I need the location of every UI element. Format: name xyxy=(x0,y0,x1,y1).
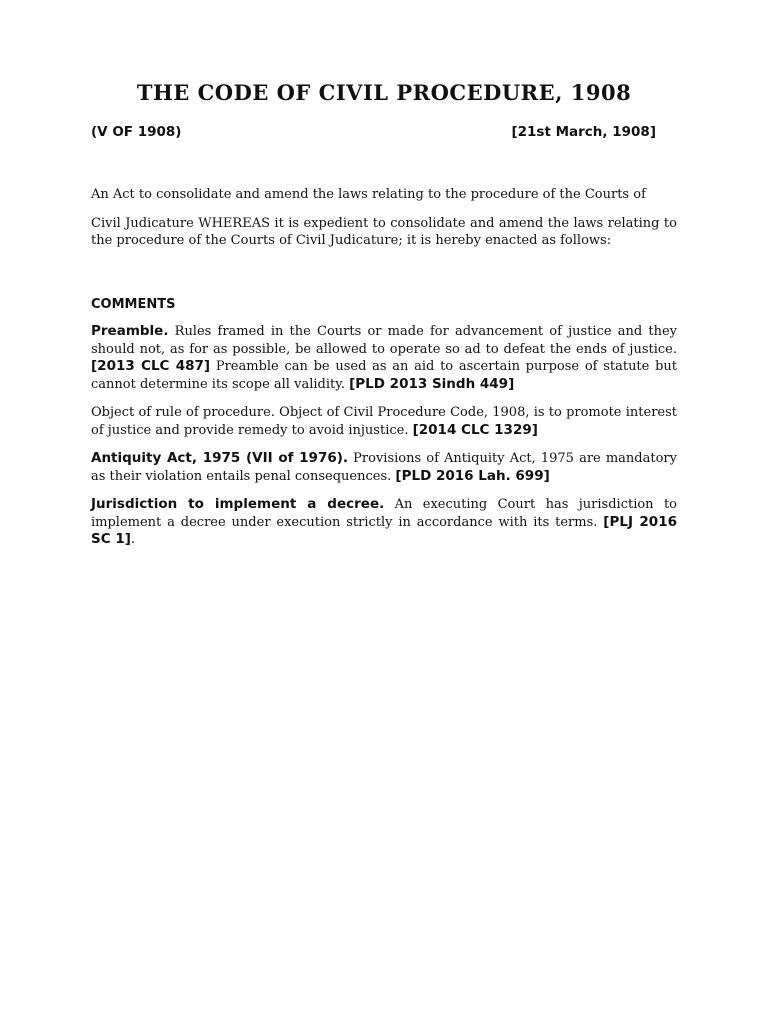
document-title: THE CODE OF CIVIL PROCEDURE, 1908 xyxy=(136,80,632,105)
comment-text: Preamble can be used as an aid to ascertain purpose of statute but cannot determine its scope all validity. xyxy=(91,359,677,392)
comment-tail: . xyxy=(130,532,136,547)
comment-text: Provisions of Antiquity Act, 1975 are mandatory as their violation entails penal consequences. xyxy=(91,451,677,484)
comment-text: An executing Court has jurisdiction to implement a decree under execution strictly in accordance with its terms. xyxy=(91,497,677,530)
document-body xyxy=(91,186,677,560)
comment-lead: Preamble. xyxy=(91,323,169,339)
intro-paragraph-2: Civil Judicature WHEREAS it is expedient to consolidate and amend the laws relating to the procedure of the Courts of Civil Judicature; it is hereby enacted as follows: xyxy=(91,215,677,248)
citation: [PLD 2016 Lah. 699] xyxy=(395,467,550,484)
comment-object-of-rule xyxy=(91,404,677,439)
citation: [PLJ 2016 SC 1] xyxy=(91,513,677,547)
comment-preamble xyxy=(91,323,677,393)
citation: [2014 CLC 1329] xyxy=(412,421,538,438)
comments-heading: COMMENTS xyxy=(91,296,176,312)
comment-antiquity-act xyxy=(91,450,677,485)
comment-text: Rules framed in the Courts or made for advancement of justice and they should not, as for as possible, be allowed to operate so ad to defeat the ends of justice. xyxy=(91,324,677,357)
comment-lead: Antiquity Act, 1975 (VII of 1976). xyxy=(91,450,349,466)
act-number: (V OF 1908) xyxy=(91,124,182,140)
act-date: [21st March, 1908] xyxy=(511,124,656,140)
citation: [PLD 2013 Sindh 449] xyxy=(349,375,515,392)
citation: [2013 CLC 487] xyxy=(91,358,211,374)
comment-lead: Jurisdiction to implement a decree. xyxy=(91,496,385,512)
comment-text: Object of rule of procedure. Object of Civil Procedure Code, 1908, is to promote interest of justice and provide remedy to avoid injustice. xyxy=(91,405,677,438)
comment-jurisdiction xyxy=(91,496,677,549)
intro-paragraph-1: An Act to consolidate and amend the laws relating to the procedure of the Courts of xyxy=(91,187,646,202)
act-meta-row xyxy=(91,124,656,144)
